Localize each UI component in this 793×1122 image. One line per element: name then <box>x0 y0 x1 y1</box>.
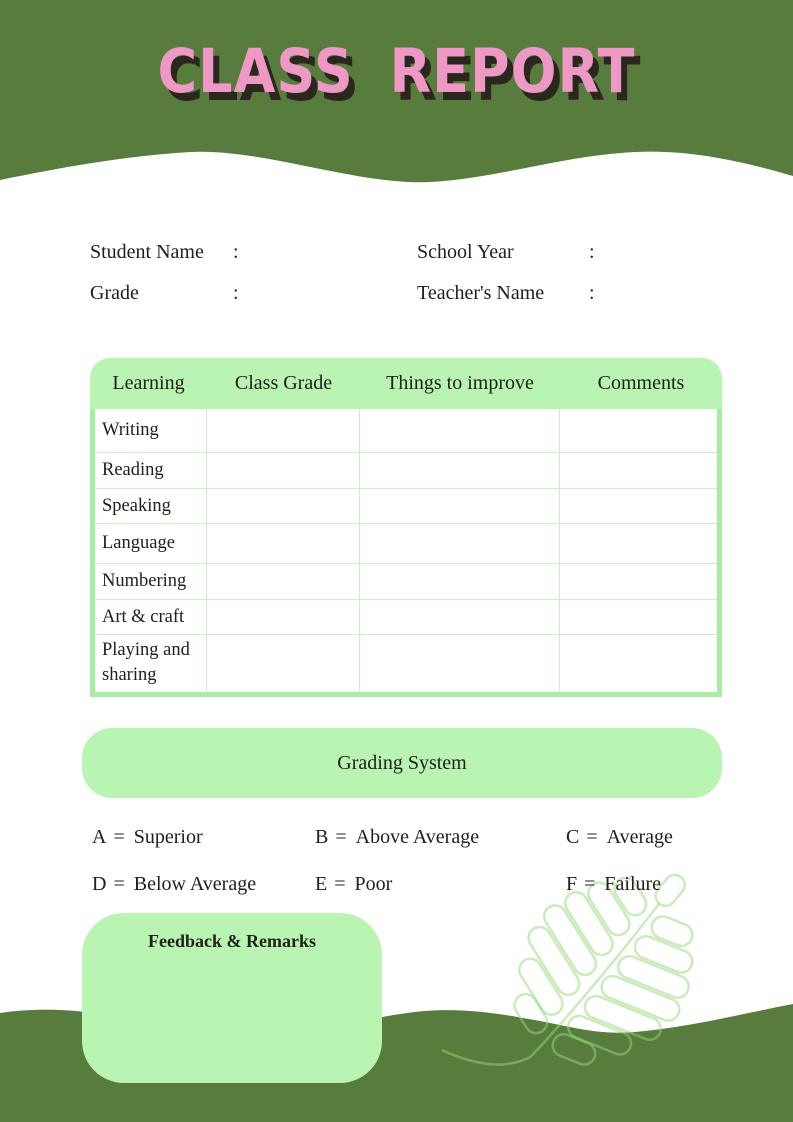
teacher-name-label: Teacher's Name <box>417 282 545 304</box>
learning-label-cell: Writing <box>95 409 207 452</box>
grade-meaning: Average <box>606 826 673 848</box>
class-grade-cell[interactable] <box>207 600 360 634</box>
equals-sign: = <box>113 826 125 848</box>
comments-cell[interactable] <box>560 635 717 692</box>
grade-letter: D <box>92 873 107 895</box>
feedback-box <box>82 913 382 1083</box>
things-to-improve-cell[interactable] <box>360 524 560 563</box>
feedback-title: Feedback & Remarks <box>148 931 316 951</box>
table-header-row <box>90 358 722 409</box>
page-title: CLASS REPORT <box>157 36 636 107</box>
class-grade-cell[interactable] <box>207 409 360 452</box>
separator: : <box>233 241 239 263</box>
field-teacher-name <box>417 279 680 307</box>
learning-label-cell: Art & craft <box>95 600 207 634</box>
grade-meaning: Below Average <box>133 873 257 895</box>
grading-system-title: Grading System <box>337 752 467 774</box>
equals-sign: = <box>584 873 596 895</box>
legend-item-f <box>566 869 661 899</box>
equals-sign: = <box>113 873 125 895</box>
grade-letter: B <box>315 826 329 848</box>
legend-item-d <box>92 869 256 899</box>
grade-letter: F <box>566 873 578 895</box>
separator: : <box>233 282 239 304</box>
comments-cell[interactable] <box>560 409 717 452</box>
grade-meaning: Above Average <box>355 826 480 848</box>
field-school-year <box>417 238 680 266</box>
equals-sign: = <box>586 826 598 848</box>
class-grade-cell[interactable] <box>207 524 360 563</box>
header-cell-things-to-improve: Things to improve <box>386 372 534 394</box>
grade-letter: A <box>92 826 107 848</box>
table-row <box>95 453 717 489</box>
grade-meaning: Failure <box>604 873 662 895</box>
things-to-improve-cell[interactable] <box>360 453 560 488</box>
class-grade-cell[interactable] <box>207 453 360 488</box>
field-student-name <box>90 238 324 266</box>
things-to-improve-cell[interactable] <box>360 409 560 452</box>
table-body <box>90 409 722 697</box>
grading-system-banner <box>82 728 722 798</box>
table-row <box>95 409 717 453</box>
grade-label: Grade <box>90 282 139 304</box>
field-grade <box>90 279 324 307</box>
learning-label-cell: Speaking <box>95 489 207 523</box>
class-grade-cell[interactable] <box>207 489 360 523</box>
legend-item-b <box>315 822 479 852</box>
things-to-improve-cell[interactable] <box>360 564 560 599</box>
grade-letter: C <box>566 826 580 848</box>
table-row <box>95 524 717 564</box>
header-cell-comments: Comments <box>597 372 685 394</box>
comments-cell[interactable] <box>560 524 717 563</box>
learning-label-cell: Numbering <box>95 564 207 599</box>
things-to-improve-cell[interactable] <box>360 600 560 634</box>
learning-label-cell: Playing and sharing <box>95 635 207 692</box>
legend-item-c <box>566 822 673 852</box>
separator: : <box>589 241 595 263</box>
header-cell-class-grade: Class Grade <box>234 372 333 394</box>
learning-label-cell: Reading <box>95 453 207 488</box>
comments-cell[interactable] <box>560 453 717 488</box>
feedback-content-area[interactable] <box>82 952 382 1062</box>
comments-cell[interactable] <box>560 489 717 523</box>
leaf-stem <box>442 1010 531 1096</box>
grade-meaning: Poor <box>354 873 393 895</box>
table-row <box>95 489 717 524</box>
table-row <box>95 635 717 692</box>
legend-item-a <box>92 822 203 852</box>
equals-sign: = <box>334 873 346 895</box>
table-row <box>95 600 717 635</box>
comments-cell[interactable] <box>560 564 717 599</box>
comments-cell[interactable] <box>560 600 717 634</box>
learning-label-cell: Language <box>95 524 207 563</box>
class-grade-cell[interactable] <box>207 564 360 599</box>
header-cell-learning: Learning <box>112 372 185 394</box>
things-to-improve-cell[interactable] <box>360 635 560 692</box>
things-to-improve-cell[interactable] <box>360 489 560 523</box>
grade-letter: E <box>315 873 328 895</box>
school-year-label: School Year <box>417 241 514 263</box>
table-row <box>95 564 717 600</box>
equals-sign: = <box>335 826 347 848</box>
separator: : <box>589 282 595 304</box>
student-name-label: Student Name <box>90 241 204 263</box>
class-grade-cell[interactable] <box>207 635 360 692</box>
legend-item-e <box>315 869 392 899</box>
grade-meaning: Superior <box>133 826 203 848</box>
learning-table <box>90 358 722 697</box>
